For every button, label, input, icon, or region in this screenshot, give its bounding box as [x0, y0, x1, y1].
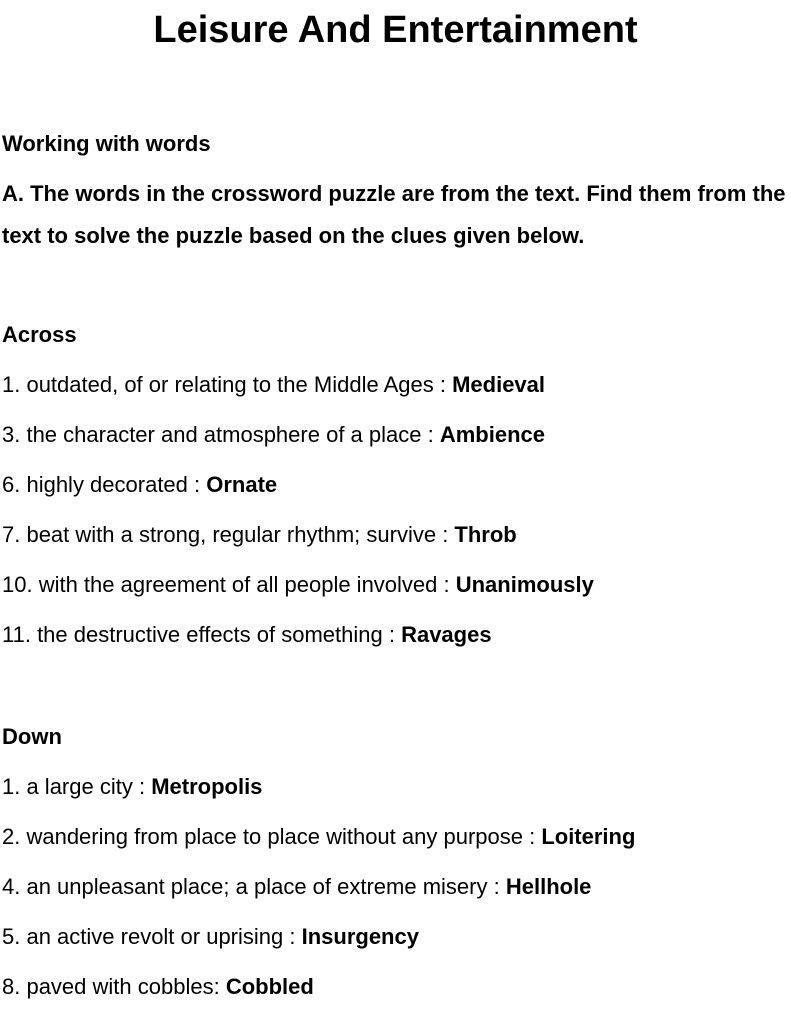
clue-answer: Insurgency — [301, 924, 419, 949]
down-clue — [2, 822, 635, 852]
clue-text: 7. beat with a strong, regular rhythm; survive : — [2, 522, 455, 547]
clue-text: 8. paved with cobbles: — [2, 974, 226, 999]
clue-answer: Ornate — [206, 472, 278, 497]
down-clue — [2, 972, 314, 1002]
clue-answer: Hellhole — [505, 874, 592, 899]
instruction-text: A. The words in the crossword puzzle are from the text. Find them from the text to solve the puzzle based on the clues given below. — [2, 181, 786, 248]
down-clue — [2, 772, 262, 802]
clue-answer: Unanimously — [455, 572, 594, 597]
clue-answer: Cobbled — [225, 974, 314, 999]
clue-answer: Loitering — [541, 824, 636, 849]
down-clue — [2, 922, 419, 952]
clue-text: 3. the character and atmosphere of a place : — [2, 422, 440, 447]
across-clue — [2, 470, 277, 500]
clue-text: 4. an unpleasant place; a place of extreme misery : — [2, 874, 506, 899]
across-clue — [2, 370, 545, 400]
across-clue — [2, 520, 517, 550]
clue-text: 1. outdated, of or relating to the Middle Ages : — [2, 372, 453, 397]
down-heading: Down — [2, 724, 62, 749]
clue-text: 2. wandering from place to place without any purpose : — [2, 824, 542, 849]
clue-text: 11. the destructive effects of something : — [2, 622, 402, 647]
across-clue — [2, 620, 492, 650]
clue-text: 5. an active revolt or uprising : — [2, 924, 302, 949]
page-title: Leisure And Entertainment — [153, 9, 638, 51]
clue-answer: Throb — [454, 522, 517, 547]
across-clue — [2, 420, 545, 450]
clue-answer: Ambience — [439, 422, 545, 447]
clue-answer: Ravages — [401, 622, 492, 647]
clue-text: 10. with the agreement of all people involved : — [2, 572, 456, 597]
clue-answer: Metropolis — [151, 774, 263, 799]
across-heading: Across — [2, 322, 77, 347]
section-heading: Working with words — [2, 131, 211, 156]
down-clue — [2, 872, 591, 902]
clue-text: 1. a large city : — [2, 774, 152, 799]
across-clue — [2, 570, 594, 600]
clue-answer: Medieval — [452, 372, 546, 397]
clue-text: 6. highly decorated : — [2, 472, 207, 497]
